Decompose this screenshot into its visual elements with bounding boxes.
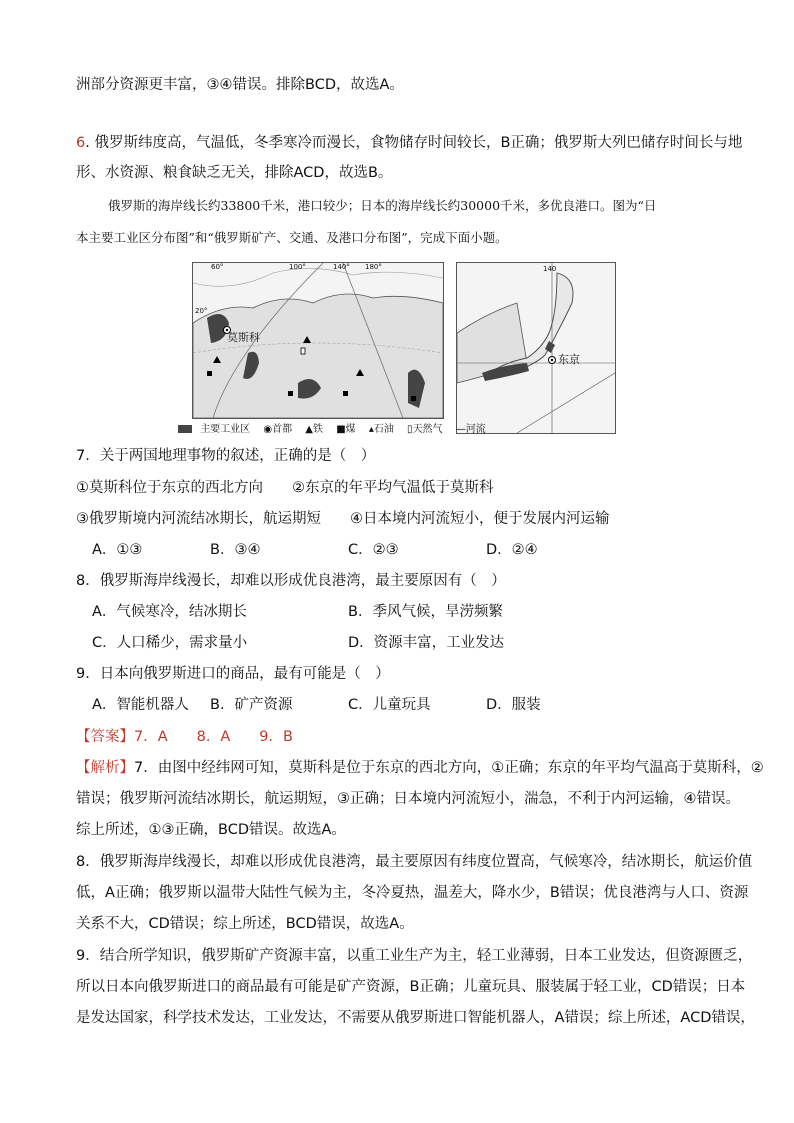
- q7-statement-2: ③俄罗斯境内河流结冰期长，航运期短 ④日本境内河流短小，便于发展内河运输: [76, 511, 610, 527]
- q8-option-d: D．资源丰富，工业发达: [348, 635, 505, 651]
- intro-line-1: 俄罗斯的海岸线长约33800千米，港口较少；日本的海岸线长约30000千米，多优良港口。图为“日: [108, 198, 657, 213]
- q7-option-d: D．②④: [486, 542, 538, 558]
- analysis-8-line-2: 低，A正确；俄罗斯以温带大陆性气候为主，冬冷夏热，温差大，降水少，B错误；优良港湾与人口、资源: [76, 885, 749, 901]
- q7-option-b: B．③④: [210, 542, 261, 558]
- q9-option-c: C．儿童玩具: [348, 697, 431, 713]
- analysis-7-line-2: 错误；俄罗斯河流结冰期长，航运期短，③正确；日本境内河流短小，湍急，不利于内河运输，④错误。: [76, 791, 740, 807]
- legend-river: —河流: [455, 424, 486, 435]
- japan-map: [456, 262, 616, 434]
- q7-stem: 7．关于两国地理事物的叙述，正确的是（ ）: [76, 448, 376, 464]
- answer-line: [76, 727, 293, 747]
- q7-statement-1: ①莫斯科位于东京的西北方向 ②东京的年平均气温低于莫斯科: [76, 480, 494, 496]
- deg-label-140: 140°: [333, 263, 350, 271]
- map-legend: [178, 420, 496, 435]
- deg-label-20: 20°: [195, 307, 208, 315]
- analysis-7-line-1: 【解析】7．由图中经纬网可知，莫斯科是位于东京的西北方向，①正确；东京的年平均气温高于莫斯科，②: [76, 760, 764, 776]
- analysis-8-line-1: 8．俄罗斯海岸线漫长，却难以形成优良港湾，最主要原因有纬度位置高，气候寒冷，结冰期长，航运价值: [76, 854, 753, 870]
- q6-analysis-line-2: 形、水资源、粮食缺乏无关，排除ACD，故选B。: [76, 165, 393, 181]
- analysis-label: 【解析】: [76, 760, 134, 776]
- deg-label-60: 60°: [211, 263, 224, 271]
- tokyo-label: 东京: [558, 353, 580, 366]
- line-1: 洲部分资源更丰富，③④错误。排除BCD，故选A。: [76, 77, 404, 93]
- legend-industry: 主要工业区: [178, 424, 255, 435]
- analysis-9-line-3: 是发达国家，科学技术发达，工业发达，不需要从俄罗斯进口智能机器人，A错误；综上所述，ACD错误，: [76, 1010, 755, 1026]
- russia-map: [192, 262, 444, 419]
- q8-option-c: C．人口稀少，需求量小: [92, 635, 248, 651]
- q9-option-d: D．服装: [486, 697, 541, 713]
- q9-option-b: B．矿产资源: [210, 697, 293, 713]
- legend-coal: ■煤: [336, 424, 356, 435]
- deg-label-100: 100°: [289, 263, 306, 271]
- legend-gas: ▯天然气: [407, 424, 443, 435]
- q8-stem: 8．俄罗斯海岸线漫长，却难以形成优良港湾，最主要原因有（ ）: [76, 573, 506, 589]
- q7-option-c: C．②③: [348, 542, 399, 558]
- legend-capital: ◉首都: [263, 424, 293, 435]
- deg-label-180: 180°: [365, 263, 382, 271]
- q7-option-a: A．①③: [92, 542, 143, 558]
- analysis-9-line-2: 所以日本向俄罗斯进口的商品最有可能是矿产资源，B正确；儿童玩具、服装属于轻工业，CD错误；日本: [76, 979, 746, 995]
- analysis-9-line-1: 9．结合所学知识，俄罗斯矿产资源丰富，以重工业生产为主，轻工业薄弱，日本工业发达，但资源匮乏，: [76, 948, 753, 964]
- analysis-8-line-3: 关系不大，CD错误；综上所述，BCD错误，故选A。: [76, 916, 414, 932]
- legend-oil: ▴石油: [368, 424, 394, 435]
- legend-iron: ▲铁: [305, 424, 323, 435]
- moscow-label: 莫斯科: [227, 331, 260, 344]
- analysis-7-line-3: 综上所述，①③正确，BCD错误。故选A。: [76, 822, 346, 838]
- q6-analysis-line-1: 6. 俄罗斯纬度高，气温低，冬季寒冷而漫长，食物储存时间较长，B正确；俄罗斯大列巴储存时间长与地: [76, 135, 743, 151]
- q9-stem: 9．日本向俄罗斯进口的商品，最有可能是（ ）: [76, 666, 390, 682]
- q8-option-b: B．季风气候，旱涝频繁: [348, 604, 503, 620]
- answer-text: 7．A 8．A 9．B: [134, 729, 293, 745]
- intro-line-2: 本主要工业区分布图”和“俄罗斯矿产、交通、及港口分布图”，完成下面小题。: [76, 230, 508, 245]
- jp-deg-label-140: 140: [543, 265, 557, 273]
- answer-label: 【答案】: [76, 729, 134, 745]
- q9-option-a: A．智能机器人: [92, 697, 189, 713]
- q8-option-a: A．气候寒冷，结冰期长: [92, 604, 247, 620]
